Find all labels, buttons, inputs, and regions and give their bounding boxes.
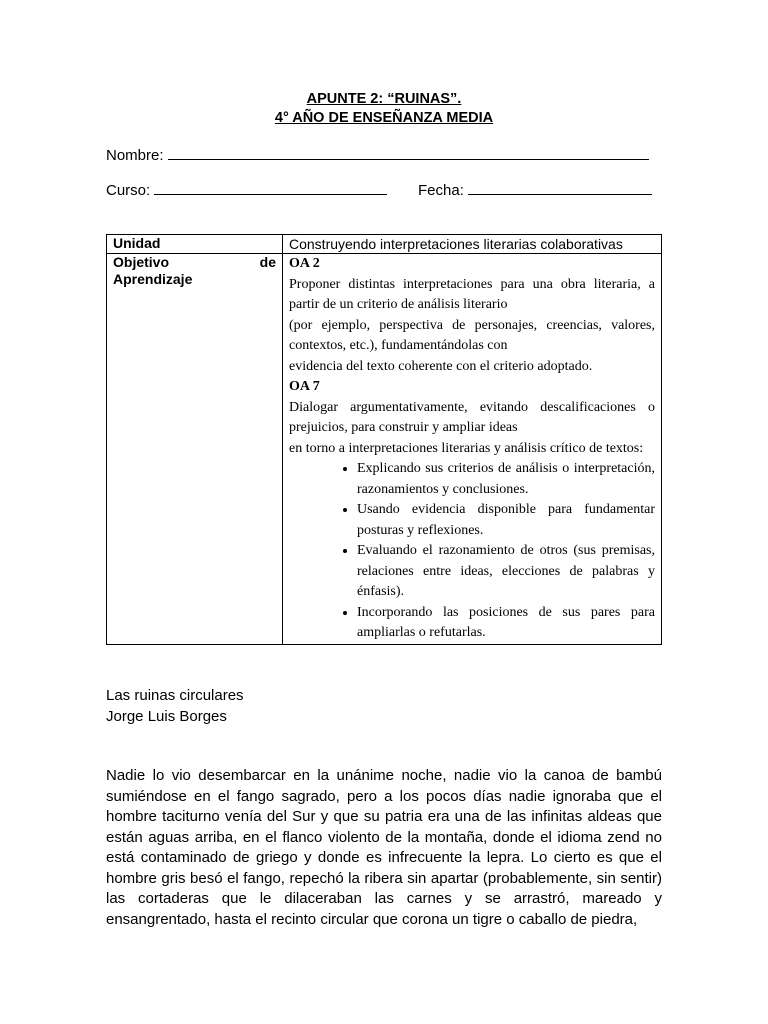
curso-label: Curso:	[106, 182, 151, 199]
oa2-line: (por ejemplo, perspectiva de personajes, creencias, valores, contextos, etc.), fundamentándolas con	[289, 317, 655, 353]
criteria-list-item: • Evaluando el razonamiento de otros (sus premisas, relaciones entre ideas, elecciones de palabras y énfasis).	[357, 541, 655, 603]
oa2-line: Proponer distintas interpretaciones para una obra literaria, a partir de un criterio de análisis literario	[289, 276, 655, 312]
unidad-label: Unidad	[107, 235, 283, 254]
objectives-table	[106, 234, 662, 645]
criteria-list-item: • Explicando sus criterios de análisis o interpretación, razonamientos y conclusiones.	[357, 459, 655, 500]
objetivo-label-cell	[107, 254, 283, 645]
unidad-row	[107, 235, 662, 254]
fecha-label: Fecha:	[418, 182, 464, 199]
oa2-heading: OA 2	[289, 256, 320, 271]
nombre-field	[106, 145, 649, 165]
curso-blank-line	[154, 180, 387, 195]
objetivo-label-de: de	[259, 254, 276, 270]
oa7-heading: OA 7	[289, 379, 320, 394]
objetivo-row	[107, 254, 662, 645]
unidad-value: Construyendo interpretaciones literarias colaborativas	[283, 235, 662, 254]
criteria-list	[289, 459, 655, 644]
fecha-field	[418, 180, 652, 200]
document-subtitle: 4° AÑO DE ENSEÑANZA MEDIA	[274, 110, 494, 126]
nombre-label: Nombre:	[106, 147, 164, 164]
criteria-list-item: • Usando evidencia disponible para fundamentar posturas y reflexiones.	[357, 500, 655, 541]
story-author: Jorge Luis Borges	[106, 708, 227, 725]
story-title: Las ruinas circulares	[106, 687, 244, 704]
story-paragraph: Nadie lo vio desembarcar en la unánime noche, nadie vio la canoa de bambú sumiéndose en el fango sagrado, pero a los pocos días nadie ignoraba que el hombre taciturno venía del Sur y que su patria era una de las infinitas aldeas que están aguas arriba, en el flanco violento de la montaña, donde el idioma zend no está contaminado de griego y donde es infrecuente la lepra. Lo cierto es que el hombre gris besó el fango, repechó la ribera sin apartar (probablemente, sin sentir) las cortaderas que le dilaceraban las carnes y se arrastró, mareado y ensangrentado, hasta el recinto circular que corona un tigre o caballo de piedra,	[106, 767, 662, 928]
curso-field	[106, 180, 387, 200]
objetivo-label-aprendizaje: Aprendizaje	[113, 271, 193, 287]
objetivo-label-word: Objetivo	[113, 254, 170, 270]
objetivo-content-cell	[283, 254, 662, 645]
oa7-line: en torno a interpretaciones literarias y análisis crítico de textos:	[289, 440, 644, 456]
fecha-blank-line	[468, 180, 652, 195]
oa7-line: Dialogar argumentativamente, evitando descalificaciones o prejuicios, para construir y ampliar ideas	[289, 399, 655, 435]
nombre-blank-line	[168, 145, 649, 160]
criteria-list-item: • Incorporando las posiciones de sus pares para ampliarlas o refutarlas.	[357, 603, 655, 644]
document-title: APUNTE 2: “RUINAS”.	[306, 91, 462, 107]
oa2-line: evidencia del texto coherente con el criterio adoptado.	[289, 358, 593, 374]
